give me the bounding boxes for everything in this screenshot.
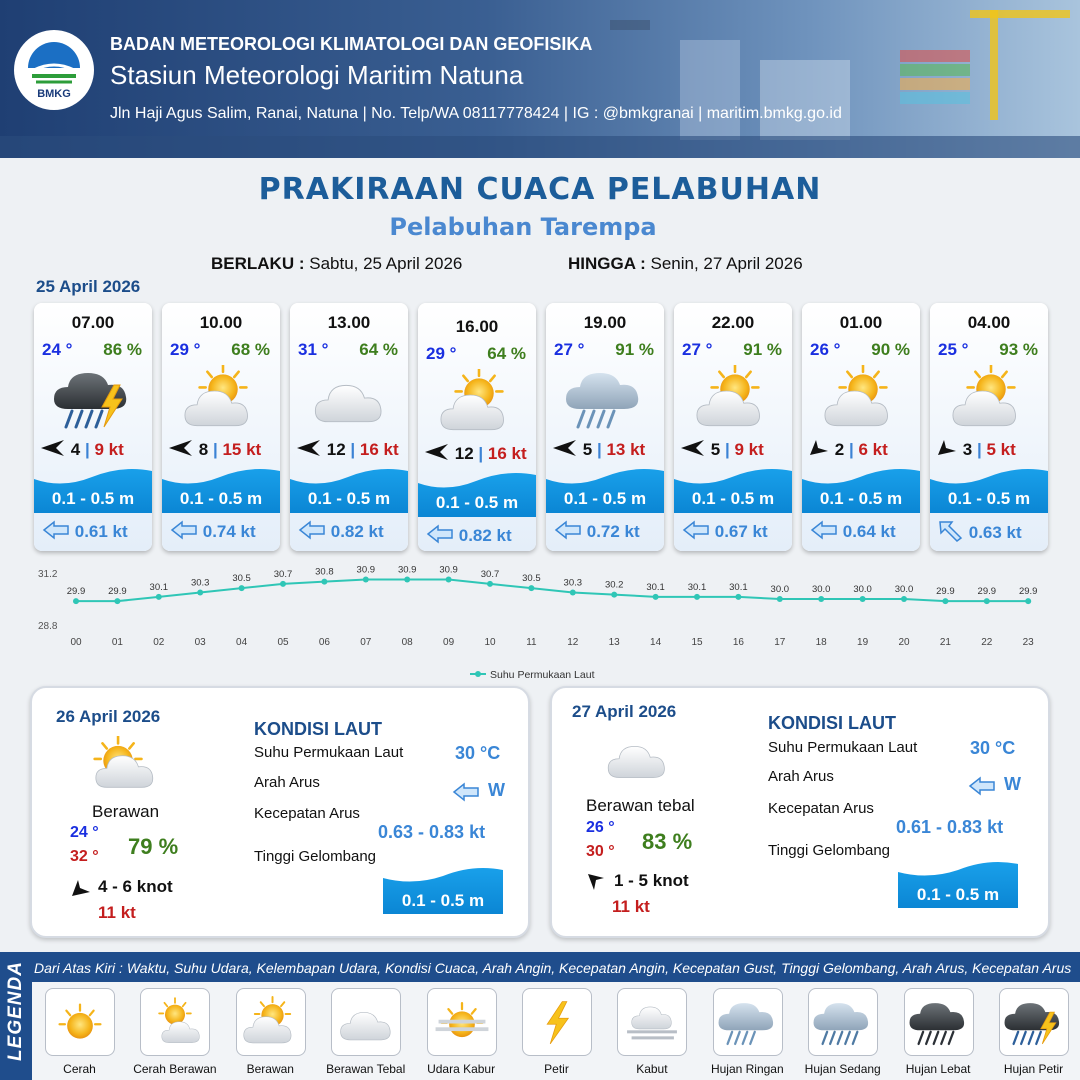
current-arrow-icon xyxy=(810,520,838,540)
kabut-icon xyxy=(618,989,686,1055)
hourly-card xyxy=(34,303,152,551)
forecast-time: 07.00 xyxy=(71,313,115,332)
data-point xyxy=(239,585,245,591)
x-tick-label: 17 xyxy=(774,637,786,648)
legend-label: Kabut xyxy=(636,1062,668,1076)
current-info xyxy=(554,520,662,542)
current-arrow-icon xyxy=(298,520,326,540)
berawan-icon xyxy=(176,365,266,431)
legend-icon-box xyxy=(808,988,878,1056)
legend-icon-box xyxy=(999,988,1069,1056)
wind-speed: 4 xyxy=(70,440,81,459)
day3-temp-max: 30 ° xyxy=(586,843,615,860)
day3-sst-label: Suhu Permukaan Laut xyxy=(768,739,918,756)
wind-arrow-icon xyxy=(936,439,958,457)
air-temperature: 29 ° xyxy=(426,344,457,363)
day3-wind: 1 - 5 knot xyxy=(614,871,689,890)
wind-info xyxy=(168,439,278,460)
legend-icon-box xyxy=(522,988,592,1056)
wind-arrow-icon xyxy=(424,443,450,461)
data-point xyxy=(860,596,866,602)
data-label: 30.7 xyxy=(480,568,500,580)
current-info xyxy=(298,520,406,542)
data-point xyxy=(735,594,741,600)
data-label: 30.9 xyxy=(356,564,376,576)
x-tick-label: 06 xyxy=(318,637,330,648)
forecast-time: 01.00 xyxy=(839,313,883,332)
legend-icon-box xyxy=(331,988,401,1056)
hujan-ringan-icon xyxy=(714,989,782,1055)
data-point xyxy=(901,596,907,602)
x-tick-label: 12 xyxy=(567,637,579,648)
data-label: 30.0 xyxy=(811,584,831,595)
bmkg-logo xyxy=(14,30,94,110)
data-point xyxy=(653,594,659,600)
data-point xyxy=(1025,598,1031,604)
legend-item xyxy=(700,988,795,1080)
x-tick-label: 00 xyxy=(70,637,82,648)
current-speed: 0.82 kt xyxy=(458,526,512,545)
legend-description: Dari Atas Kiri : Waktu, Suhu Udara, Kelembapan Udara, Kondisi Cuaca, Arah Angin, Kecepatan Angin, Kecepatan Gust, Tinggi Gelombang, Arah Arus, Kecepatan Arus xyxy=(34,960,1072,976)
legend-label: Cerah Berawan xyxy=(133,1062,217,1076)
day2-panel xyxy=(30,686,530,938)
berawan-icon xyxy=(432,369,522,435)
data-label: 30.9 xyxy=(397,564,417,576)
separator: | xyxy=(976,440,982,459)
berawan-tebal-icon xyxy=(332,989,400,1055)
valid-to xyxy=(568,254,803,274)
day3-wave-value: 0.1 - 0.5 m xyxy=(916,885,1000,904)
humidity: 64 % xyxy=(359,340,398,359)
gust-speed: 16 kt xyxy=(487,444,527,463)
current-speed: 0.64 kt xyxy=(842,522,896,541)
port-illustration xyxy=(600,0,1080,158)
hujan-sedang-icon xyxy=(809,989,877,1055)
y-tick-label: 28.8 xyxy=(38,621,58,632)
wind-speed: 2 xyxy=(834,440,845,459)
day2-direction-label: Arah Arus xyxy=(254,774,320,791)
wave-height: 0.1 - 0.5 m xyxy=(947,489,1031,508)
day2-wave-label: Tinggi Gelombang xyxy=(254,848,377,865)
humidity: 91 % xyxy=(743,340,782,359)
x-tick-label: 13 xyxy=(608,637,620,648)
data-label: 30.5 xyxy=(522,573,541,585)
wind-direction-icon xyxy=(70,878,92,898)
data-point xyxy=(73,598,79,604)
current-info xyxy=(682,520,790,542)
day3-panel xyxy=(550,686,1050,938)
humidity: 90 % xyxy=(871,340,910,359)
data-label: 30.9 xyxy=(439,564,458,576)
hourly-card xyxy=(290,303,408,551)
wave-height: 0.1 - 0.5 m xyxy=(179,489,263,508)
berawan-tebal-icon xyxy=(602,732,672,784)
x-tick-label: 07 xyxy=(360,637,372,648)
wind-info xyxy=(552,439,662,460)
legend-label: Udara Kabur xyxy=(427,1062,496,1076)
day2-speed-value: 0.63 - 0.83 kt xyxy=(378,822,486,842)
separator: | xyxy=(478,444,484,463)
data-point xyxy=(942,598,948,604)
gust-speed: 15 kt xyxy=(222,440,262,459)
day2-sst-label: Suhu Permukaan Laut xyxy=(254,744,404,761)
gust-speed: 13 kt xyxy=(606,440,646,459)
x-tick-label: 22 xyxy=(981,637,993,648)
hujan-petir-icon xyxy=(48,365,138,431)
day3-direction-value: W xyxy=(1004,774,1021,794)
header-banner xyxy=(0,0,1080,158)
x-tick-label: 14 xyxy=(650,637,662,648)
air-temperature: 29 ° xyxy=(170,340,201,359)
legend-icon-box xyxy=(617,988,687,1056)
x-tick-label: 05 xyxy=(277,637,289,648)
current-speed: 0.63 kt xyxy=(968,523,1022,542)
wave-height: 0.1 - 0.5 m xyxy=(563,489,647,508)
forecast-time: 10.00 xyxy=(199,313,243,332)
day3-wave-label: Tinggi Gelombang xyxy=(768,842,891,859)
current-info xyxy=(938,520,1046,543)
valid-from-label: BERLAKU : xyxy=(211,254,305,273)
day2-kondisi-title: KONDISI LAUT xyxy=(254,719,382,739)
data-label: 30.0 xyxy=(770,584,790,595)
data-point xyxy=(404,577,410,583)
y-tick-label: 31.2 xyxy=(38,569,58,580)
current-speed: 0.61 kt xyxy=(74,522,128,541)
data-point xyxy=(446,577,452,583)
separator: | xyxy=(848,440,854,459)
forecast-time: 19.00 xyxy=(583,313,627,332)
data-point xyxy=(570,590,576,596)
day3-kondisi-title: KONDISI LAUT xyxy=(768,713,896,733)
data-label: 30.1 xyxy=(687,581,707,593)
wind-info xyxy=(808,439,918,460)
legend-item xyxy=(986,988,1080,1080)
day2-wave-value: 0.1 - 0.5 m xyxy=(401,891,485,910)
station-name: Stasiun Meteorologi Maritim Natuna xyxy=(110,60,524,90)
cerah-icon xyxy=(46,989,114,1055)
data-label: 30.7 xyxy=(273,568,293,580)
data-point xyxy=(156,594,162,600)
gust-speed: 9 kt xyxy=(734,440,764,459)
data-label: 30.8 xyxy=(315,566,334,578)
x-tick-label: 20 xyxy=(898,637,910,648)
separator: | xyxy=(596,440,602,459)
data-point xyxy=(197,590,203,596)
current-speed: 0.82 kt xyxy=(330,522,384,541)
wind-speed: 5 xyxy=(710,440,721,459)
x-tick-label: 02 xyxy=(153,637,165,648)
current-arrow-icon xyxy=(426,524,454,544)
data-label: 29.9 xyxy=(66,586,86,598)
day2-direction-value: W xyxy=(488,780,505,800)
day1-date: 25 April 2026 xyxy=(36,277,141,296)
day2-speed-label: Kecepatan Arus xyxy=(254,805,360,822)
legend-label: Petir xyxy=(544,1062,569,1076)
air-temperature: 27 ° xyxy=(682,340,713,359)
humidity: 93 % xyxy=(999,340,1038,359)
forecast-time: 16.00 xyxy=(455,317,499,336)
data-label: 30.2 xyxy=(604,579,624,591)
page-title: PRAKIRAAN CUACA PELABUHAN xyxy=(258,172,822,207)
udara-kabur-icon xyxy=(428,989,496,1055)
data-point xyxy=(984,598,990,604)
day2-date: 26 April 2026 xyxy=(56,707,161,726)
current-west-arrow-icon xyxy=(968,776,996,796)
legend-series-name: Suhu Permukaan Laut xyxy=(490,669,595,681)
data-label: 29.9 xyxy=(977,586,997,598)
legend-label: Hujan Ringan xyxy=(710,1062,784,1076)
legend-item xyxy=(795,988,890,1080)
data-label: 30.1 xyxy=(729,581,748,593)
x-tick-label: 09 xyxy=(443,637,455,648)
day2-temp-max: 32 ° xyxy=(70,848,99,865)
wind-info xyxy=(680,439,790,460)
wave-height: 0.1 - 0.5 m xyxy=(51,489,135,508)
legend-items xyxy=(32,982,1080,1080)
hourly-forecast xyxy=(34,303,1054,553)
current-speed: 0.67 kt xyxy=(714,522,768,541)
day3-gust: 11 kt xyxy=(612,897,650,916)
legend-item xyxy=(604,988,699,1080)
data-label: 30.1 xyxy=(646,581,665,593)
hujan-lebat-icon xyxy=(905,989,973,1055)
x-tick-label: 16 xyxy=(732,637,744,648)
humidity: 91 % xyxy=(615,340,654,359)
legend-label: Cerah xyxy=(63,1062,96,1076)
organization-name: BADAN METEOROLOGI KLIMATOLOGI DAN GEOFISIKA xyxy=(110,34,593,54)
data-point xyxy=(818,596,824,602)
data-point xyxy=(694,594,700,600)
legend-icon-box xyxy=(236,988,306,1056)
day2-condition: Berawan xyxy=(92,802,160,821)
wind-arrow-icon xyxy=(680,439,706,457)
data-label: 29.9 xyxy=(1018,586,1038,598)
valid-to-value: Senin, 27 April 2026 xyxy=(650,254,803,273)
wave-height: 0.1 - 0.5 m xyxy=(691,489,775,508)
current-west-arrow-icon xyxy=(452,782,480,802)
legend-item xyxy=(891,988,986,1080)
hourly-card xyxy=(162,303,280,551)
forecast-time: 22.00 xyxy=(711,313,755,332)
day2-gust: 11 kt xyxy=(98,903,136,922)
data-point xyxy=(114,598,120,604)
current-arrow-icon xyxy=(682,520,710,540)
hourly-card xyxy=(674,303,792,551)
x-tick-label: 19 xyxy=(857,637,869,648)
air-temperature: 26 ° xyxy=(810,340,841,359)
day3-condition: Berawan tebal xyxy=(586,796,695,815)
legend-item xyxy=(509,988,604,1080)
berawan-icon xyxy=(688,365,778,431)
day3-sst-value: 30 °C xyxy=(970,738,1016,758)
wind-info xyxy=(424,443,534,464)
wind-speed: 12 xyxy=(454,444,474,463)
x-tick-label: 15 xyxy=(691,637,703,648)
x-tick-label: 11 xyxy=(526,637,537,648)
current-info xyxy=(426,524,534,546)
berawan-icon xyxy=(237,989,305,1055)
current-info xyxy=(42,520,150,542)
current-speed: 0.72 kt xyxy=(586,522,640,541)
legend-item xyxy=(414,988,509,1080)
hourly-card xyxy=(418,303,536,551)
data-label: 29.9 xyxy=(108,586,127,598)
day2-sst-value: 30 °C xyxy=(455,743,501,763)
wave-height: 0.1 - 0.5 m xyxy=(435,493,519,512)
day3-direction-label: Arah Arus xyxy=(768,768,834,785)
wind-arrow-icon xyxy=(40,439,66,457)
day3-humidity: 83 % xyxy=(642,829,693,854)
legend-item xyxy=(223,988,318,1080)
day3-temp-min: 26 ° xyxy=(586,819,615,836)
gust-speed: 5 kt xyxy=(986,440,1016,459)
data-label: 30.1 xyxy=(149,581,169,593)
legend-label: Hujan Petir xyxy=(1003,1062,1064,1076)
legend-item xyxy=(32,988,127,1080)
current-info xyxy=(170,520,278,542)
legend-icon-box xyxy=(140,988,210,1056)
legend-label: Berawan Tebal xyxy=(326,1062,406,1076)
day3-speed-label: Kecepatan Arus xyxy=(768,800,874,817)
humidity: 64 % xyxy=(487,344,526,363)
data-point xyxy=(777,596,783,602)
current-arrow-icon xyxy=(938,520,964,542)
day3-speed-value: 0.61 - 0.83 kt xyxy=(896,817,1004,837)
gust-speed: 6 kt xyxy=(858,440,888,459)
legend-title: LEGENDA xyxy=(5,961,26,1061)
berawan-icon xyxy=(944,365,1034,431)
wind-arrow-icon xyxy=(808,439,830,457)
air-temperature: 25 ° xyxy=(938,340,969,359)
wind-info xyxy=(936,439,1046,460)
data-point xyxy=(528,585,534,591)
separator: | xyxy=(212,440,218,459)
forecast-time: 13.00 xyxy=(327,313,371,332)
air-temperature: 31 ° xyxy=(298,340,329,359)
data-point xyxy=(611,592,617,598)
gust-speed: 16 kt xyxy=(359,440,399,459)
x-tick-label: 08 xyxy=(401,637,413,648)
air-temperature: 27 ° xyxy=(554,340,585,359)
current-speed: 0.74 kt xyxy=(202,522,256,541)
wind-direction-icon xyxy=(586,872,606,892)
separator: | xyxy=(724,440,730,459)
legend-icon-box xyxy=(713,988,783,1056)
day2-wind: 4 - 6 knot xyxy=(98,877,173,896)
data-point xyxy=(363,577,369,583)
berawan-icon xyxy=(86,736,164,794)
hourly-card xyxy=(802,303,920,551)
legend-label: Berawan xyxy=(246,1062,294,1076)
valid-from xyxy=(211,254,462,274)
wind-speed: 12 xyxy=(326,440,346,459)
x-tick-label: 18 xyxy=(815,637,827,648)
hujan-ringan-icon xyxy=(560,365,650,431)
gust-speed: 9 kt xyxy=(94,440,124,459)
hujan-petir-icon xyxy=(1000,989,1068,1055)
legend-marker xyxy=(475,671,481,677)
station-address: Jln Haji Agus Salim, Ranai, Natuna | No. Telp/WA 08117778424 | IG : @bmkgranai | maritim.bmkg.go.id xyxy=(110,105,842,122)
wind-arrow-icon xyxy=(296,439,322,457)
wind-arrow-icon xyxy=(552,439,578,457)
hourly-card xyxy=(546,303,664,551)
page-subtitle: Pelabuhan Tarempa xyxy=(389,213,657,241)
legend-item xyxy=(318,988,413,1080)
x-tick-label: 01 xyxy=(111,637,123,648)
legend-label: Hujan Lebat xyxy=(905,1062,971,1076)
data-label: 29.9 xyxy=(936,586,955,598)
wind-info xyxy=(40,439,150,460)
x-tick-label: 04 xyxy=(236,637,248,648)
x-tick-label: 21 xyxy=(939,637,951,648)
x-tick-label: 23 xyxy=(1022,637,1034,648)
legend-icon-box xyxy=(904,988,974,1056)
humidity: 86 % xyxy=(103,340,142,359)
wind-info xyxy=(296,439,406,460)
legend xyxy=(0,952,1080,1080)
day3-date: 27 April 2026 xyxy=(572,702,677,721)
legend-icon-box xyxy=(45,988,115,1056)
legend-label: Hujan Sedang xyxy=(804,1062,881,1076)
separator: | xyxy=(84,440,90,459)
data-point xyxy=(487,581,493,587)
data-label: 30.3 xyxy=(190,577,210,589)
hourly-card xyxy=(930,303,1048,551)
x-tick-label: 10 xyxy=(484,637,496,648)
data-point xyxy=(280,581,286,587)
data-label: 30.0 xyxy=(894,584,914,595)
current-arrow-icon xyxy=(170,520,198,540)
current-arrow-icon xyxy=(554,520,582,540)
separator: | xyxy=(350,440,356,459)
cerah-berawan-icon xyxy=(141,989,209,1055)
data-label: 30.3 xyxy=(563,577,583,589)
berawan-icon xyxy=(816,365,906,431)
day2-humidity: 79 % xyxy=(128,834,179,859)
x-tick-label: 03 xyxy=(194,637,206,648)
legend-icon-box xyxy=(427,988,497,1056)
data-label: 30.5 xyxy=(232,573,251,585)
wind-speed: 5 xyxy=(582,440,593,459)
berawan-tebal-icon xyxy=(304,365,394,431)
data-label: 30.0 xyxy=(853,584,872,595)
humidity: 68 % xyxy=(231,340,270,359)
current-info xyxy=(810,520,918,542)
wind-speed: 3 xyxy=(962,440,973,459)
logo-text: BMKG xyxy=(37,88,71,100)
air-temperature: 24 ° xyxy=(42,340,73,359)
legend-item xyxy=(127,988,222,1080)
data-point xyxy=(321,579,327,585)
day2-temp-min: 24 ° xyxy=(70,824,99,841)
wind-speed: 8 xyxy=(198,440,209,459)
forecast-time: 04.00 xyxy=(967,313,1011,332)
current-arrow-icon xyxy=(42,520,70,540)
valid-from-value: Sabtu, 25 April 2026 xyxy=(309,254,463,273)
wave-height: 0.1 - 0.5 m xyxy=(307,489,391,508)
valid-to-label: HINGGA : xyxy=(568,254,646,273)
wave-height: 0.1 - 0.5 m xyxy=(819,489,903,508)
wind-arrow-icon xyxy=(168,439,194,457)
sea-temperature-chart xyxy=(30,563,1050,685)
petir-icon xyxy=(523,989,591,1055)
